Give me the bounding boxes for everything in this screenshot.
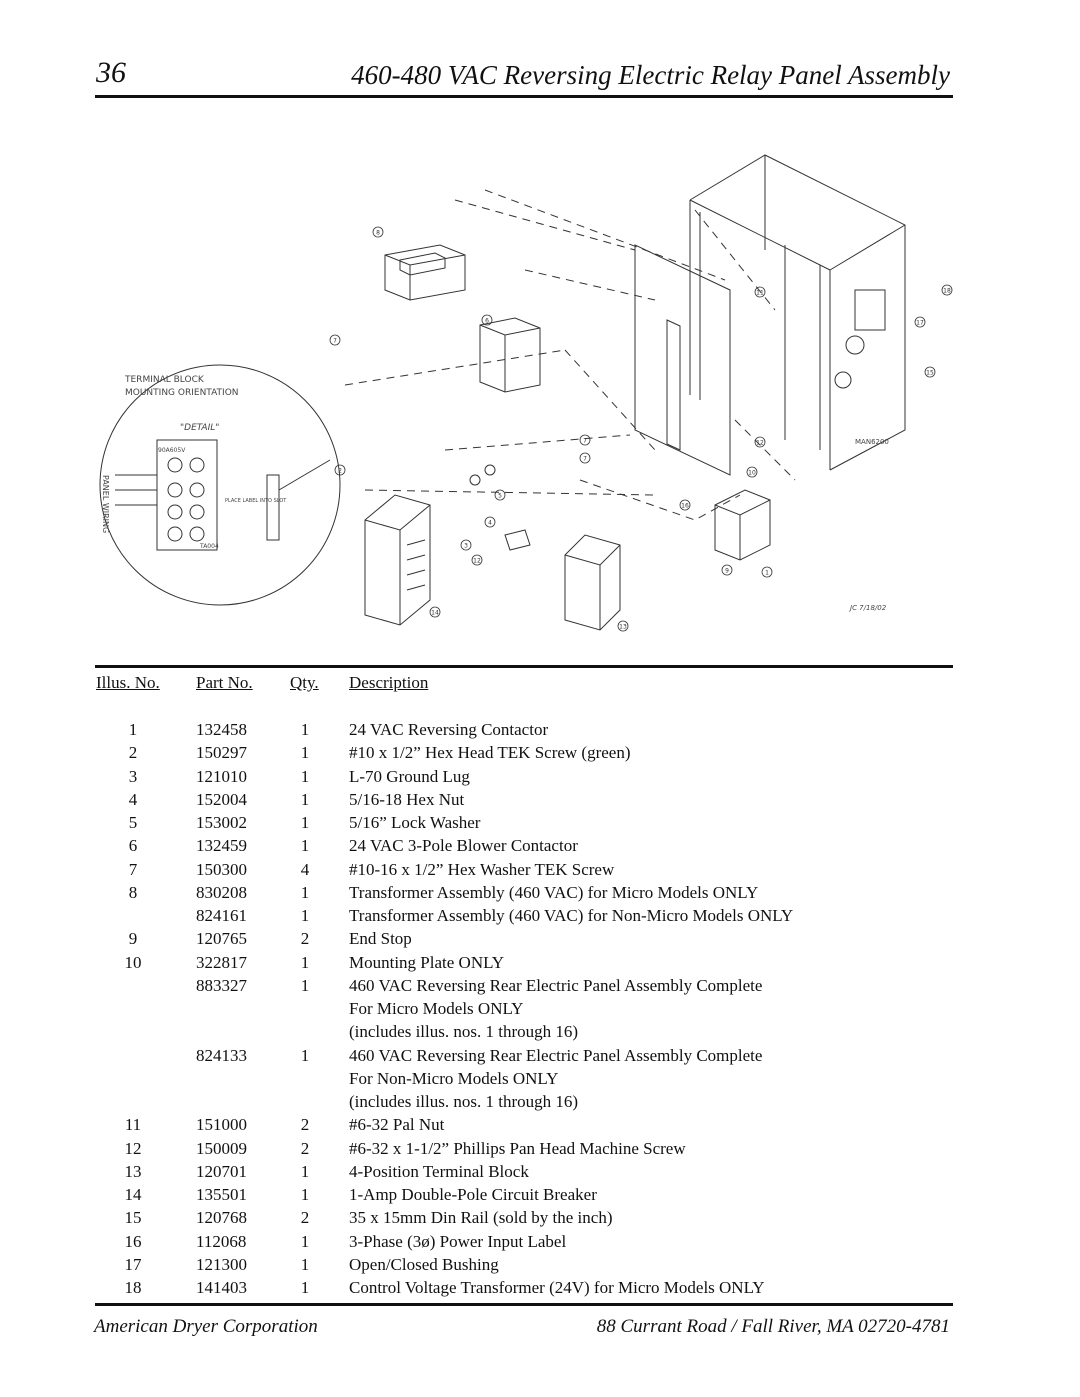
illus-no: 6 bbox=[128, 836, 138, 856]
part-no: 120765 bbox=[196, 929, 247, 949]
description: #6-32 x 1-1/2” Phillips Pan Head Machine Screw bbox=[349, 1138, 686, 1158]
qty: 1 bbox=[300, 720, 310, 739]
illus-no: 12 bbox=[124, 1138, 142, 1158]
illus-no: 8 bbox=[128, 882, 138, 902]
part-no: 830208 bbox=[196, 882, 247, 902]
description: 460 VAC Reversing Rear Electric Panel Assembly Complete bbox=[349, 975, 763, 995]
part-no: 132459 bbox=[196, 836, 247, 856]
description: 3-Phase (3ø) Power Input Label bbox=[349, 1231, 567, 1251]
qty: 1 bbox=[300, 975, 310, 995]
table-row bbox=[0, 1253, 1080, 1276]
table-row bbox=[0, 718, 1080, 741]
description: 24 VAC 3-Pole Blower Contactor bbox=[349, 836, 578, 856]
part-no: 150009 bbox=[196, 1138, 247, 1158]
callout-number: 7 bbox=[333, 337, 337, 345]
detail-part-a: 90A605V bbox=[158, 447, 186, 454]
callout-number: 18 bbox=[943, 287, 951, 295]
table-row bbox=[0, 927, 1080, 950]
qty: 1 bbox=[300, 1045, 310, 1065]
qty: 1 bbox=[300, 1161, 310, 1181]
qty: 1 bbox=[300, 1185, 310, 1204]
table-row bbox=[0, 788, 1080, 811]
detail-title-line2: MOUNTING ORIENTATION bbox=[125, 388, 239, 398]
part-no: 121300 bbox=[196, 1254, 247, 1274]
callout-number: 1 bbox=[765, 569, 769, 577]
footer-company: American Dryer Corporation bbox=[94, 1316, 318, 1337]
table-row bbox=[0, 811, 1080, 834]
part-no: 120701 bbox=[196, 1161, 247, 1181]
bushings bbox=[835, 290, 885, 388]
table-top-rule bbox=[95, 665, 953, 668]
qty: 4 bbox=[300, 859, 310, 879]
illus-no: 1 bbox=[128, 720, 138, 739]
table-row bbox=[0, 1090, 1080, 1113]
illus-no: 4 bbox=[128, 789, 138, 809]
description: 5/16-18 Hex Nut bbox=[349, 789, 465, 809]
description: 5/16” Lock Washer bbox=[349, 813, 481, 832]
circuit-breaker bbox=[565, 535, 620, 630]
illus-no: 17 bbox=[124, 1254, 142, 1274]
part-no: 153002 bbox=[196, 813, 247, 832]
description: Control Voltage Transformer (24V) for Micro Models ONLY bbox=[349, 1278, 765, 1297]
table-row bbox=[0, 1230, 1080, 1253]
table-row bbox=[0, 1020, 1080, 1043]
part-no: 824161 bbox=[196, 906, 247, 925]
detail-note: PLACE LABEL INTO SLOT bbox=[225, 498, 287, 504]
detail-part-b: TA004 bbox=[200, 543, 219, 550]
callout-number: 11 bbox=[756, 289, 764, 297]
footer-address: 88 Currant Road / Fall River, MA 02720-4781 bbox=[596, 1316, 950, 1337]
part-no: 150300 bbox=[196, 859, 247, 879]
description: Transformer Assembly (460 VAC) for Non-Micro Models ONLY bbox=[349, 906, 794, 925]
drawing-number: MAN6200 bbox=[855, 438, 889, 446]
qty: 1 bbox=[300, 789, 310, 809]
description: For Micro Models ONLY bbox=[349, 999, 524, 1018]
callout-number: 7 bbox=[583, 455, 587, 463]
qty: 1 bbox=[300, 1278, 310, 1297]
table-row bbox=[0, 834, 1080, 857]
illus-no: 14 bbox=[124, 1185, 142, 1204]
illus-no: 15 bbox=[124, 1208, 142, 1228]
qty: 1 bbox=[300, 1254, 310, 1274]
qty: 1 bbox=[300, 836, 310, 856]
description: 1-Amp Double-Pole Circuit Breaker bbox=[349, 1185, 597, 1204]
table-row bbox=[0, 904, 1080, 927]
qty: 1 bbox=[300, 813, 310, 832]
description: Open/Closed Bushing bbox=[349, 1254, 499, 1274]
table-row bbox=[0, 974, 1080, 997]
description: Transformer Assembly (460 VAC) for Micro Models ONLY bbox=[349, 882, 759, 902]
illus-no: 5 bbox=[128, 813, 138, 832]
callout-number: 4 bbox=[488, 519, 492, 527]
exploded-parts-diagram bbox=[95, 150, 965, 640]
part-no: 121010 bbox=[196, 766, 247, 786]
page-title: 460-480 VAC Reversing Electric Relay Panel Assembly bbox=[351, 60, 950, 90]
cabinet-enclosure bbox=[690, 155, 905, 470]
callout-number: 13 bbox=[619, 623, 627, 631]
callout-number: 3 bbox=[464, 542, 468, 550]
table-row bbox=[0, 1137, 1080, 1160]
terminal-block bbox=[715, 490, 770, 560]
column-header-qty: Qty. bbox=[290, 673, 319, 692]
part-no: 322817 bbox=[196, 952, 247, 972]
callout-number: 12 bbox=[756, 439, 764, 447]
table-row bbox=[0, 1113, 1080, 1136]
part-no: 824133 bbox=[196, 1045, 247, 1065]
table-row bbox=[0, 951, 1080, 974]
part-no: 152004 bbox=[196, 789, 247, 809]
callout-number: 2 bbox=[338, 467, 342, 475]
table-row bbox=[0, 765, 1080, 788]
column-header-description: Description bbox=[349, 673, 429, 692]
table-row bbox=[0, 997, 1080, 1020]
part-no: 150297 bbox=[196, 743, 247, 763]
illus-no: 3 bbox=[128, 766, 138, 786]
description: 24 VAC Reversing Contactor bbox=[349, 720, 549, 739]
part-no: 112068 bbox=[196, 1231, 247, 1251]
callout-number: 16 bbox=[681, 502, 689, 510]
illus-no: 7 bbox=[128, 859, 138, 879]
table-row bbox=[0, 1160, 1080, 1183]
footer-rule bbox=[95, 1303, 953, 1306]
detail-title-line1: TERMINAL BLOCK bbox=[125, 375, 204, 385]
description: End Stop bbox=[349, 929, 412, 949]
callout-number: 10 bbox=[748, 469, 756, 477]
qty: 2 bbox=[300, 1208, 310, 1228]
description: For Non-Micro Models ONLY bbox=[349, 1068, 559, 1088]
callout-number: 9 bbox=[725, 567, 729, 575]
qty: 1 bbox=[300, 952, 310, 972]
transformer bbox=[385, 245, 465, 300]
description: L-70 Ground Lug bbox=[349, 766, 470, 786]
drawing-date: JC 7/18/02 bbox=[850, 604, 887, 612]
table-row bbox=[0, 1044, 1080, 1067]
header-rule bbox=[95, 95, 953, 98]
parts-table bbox=[0, 718, 1080, 1299]
description: #10 x 1/2” Hex Head TEK Screw (green) bbox=[349, 743, 631, 763]
part-no: 135501 bbox=[196, 1185, 247, 1204]
table-row bbox=[0, 741, 1080, 764]
qty: 2 bbox=[300, 1115, 310, 1135]
description: (includes illus. nos. 1 through 16) bbox=[349, 1092, 579, 1111]
callout-number: 5 bbox=[498, 492, 502, 500]
qty: 2 bbox=[300, 929, 310, 949]
table-row bbox=[0, 881, 1080, 904]
table-row bbox=[0, 858, 1080, 881]
illus-no: 2 bbox=[128, 743, 138, 763]
detail-label: "DETAIL" bbox=[180, 423, 220, 433]
illus-no: 16 bbox=[124, 1231, 142, 1251]
page-number: 36 bbox=[96, 56, 126, 89]
table-row bbox=[0, 1183, 1080, 1206]
qty: 1 bbox=[300, 1231, 310, 1251]
column-header-illus: Illus. No. bbox=[96, 673, 160, 692]
column-header-part: Part No. bbox=[196, 673, 253, 692]
callout-number: 7 bbox=[583, 437, 587, 445]
qty: 1 bbox=[300, 766, 310, 786]
illus-no: 10 bbox=[124, 952, 142, 972]
table-row bbox=[0, 1276, 1080, 1299]
illus-no: 9 bbox=[128, 929, 138, 949]
ground-lug bbox=[470, 465, 530, 550]
qty: 1 bbox=[300, 906, 310, 925]
table-row bbox=[0, 1067, 1080, 1090]
callout-number: 14 bbox=[431, 609, 439, 617]
description: Mounting Plate ONLY bbox=[349, 952, 505, 972]
mounting-plate bbox=[635, 245, 730, 475]
description: 460 VAC Reversing Rear Electric Panel Assembly Complete bbox=[349, 1045, 763, 1065]
reversing-contactor bbox=[365, 495, 430, 625]
part-no: 132458 bbox=[196, 720, 247, 739]
qty: 2 bbox=[300, 1138, 310, 1158]
callout-number: 8 bbox=[376, 229, 380, 237]
callout-number: 15 bbox=[926, 369, 934, 377]
illus-no: 13 bbox=[124, 1161, 142, 1181]
table-row bbox=[0, 1206, 1080, 1229]
qty: 1 bbox=[300, 882, 310, 902]
description: 4-Position Terminal Block bbox=[349, 1161, 529, 1181]
callout-number: 17 bbox=[916, 319, 924, 327]
part-no: 883327 bbox=[196, 975, 247, 995]
callout-number: 6 bbox=[485, 317, 489, 325]
part-no: 151000 bbox=[196, 1115, 247, 1135]
qty: 1 bbox=[300, 743, 310, 763]
description: #10-16 x 1/2” Hex Washer TEK Screw bbox=[349, 859, 615, 879]
illus-no: 11 bbox=[124, 1115, 142, 1135]
description: (includes illus. nos. 1 through 16) bbox=[349, 1022, 579, 1042]
part-no: 141403 bbox=[196, 1278, 247, 1297]
part-no: 120768 bbox=[196, 1208, 247, 1228]
description: #6-32 Pal Nut bbox=[349, 1115, 445, 1135]
terminal-block-detail-circle bbox=[100, 365, 340, 605]
illus-no: 18 bbox=[124, 1278, 142, 1297]
callout-number: 12 bbox=[473, 557, 481, 565]
panel-wiring-label: PANEL WIRING bbox=[101, 475, 110, 534]
description: 35 x 15mm Din Rail (sold by the inch) bbox=[349, 1208, 613, 1228]
